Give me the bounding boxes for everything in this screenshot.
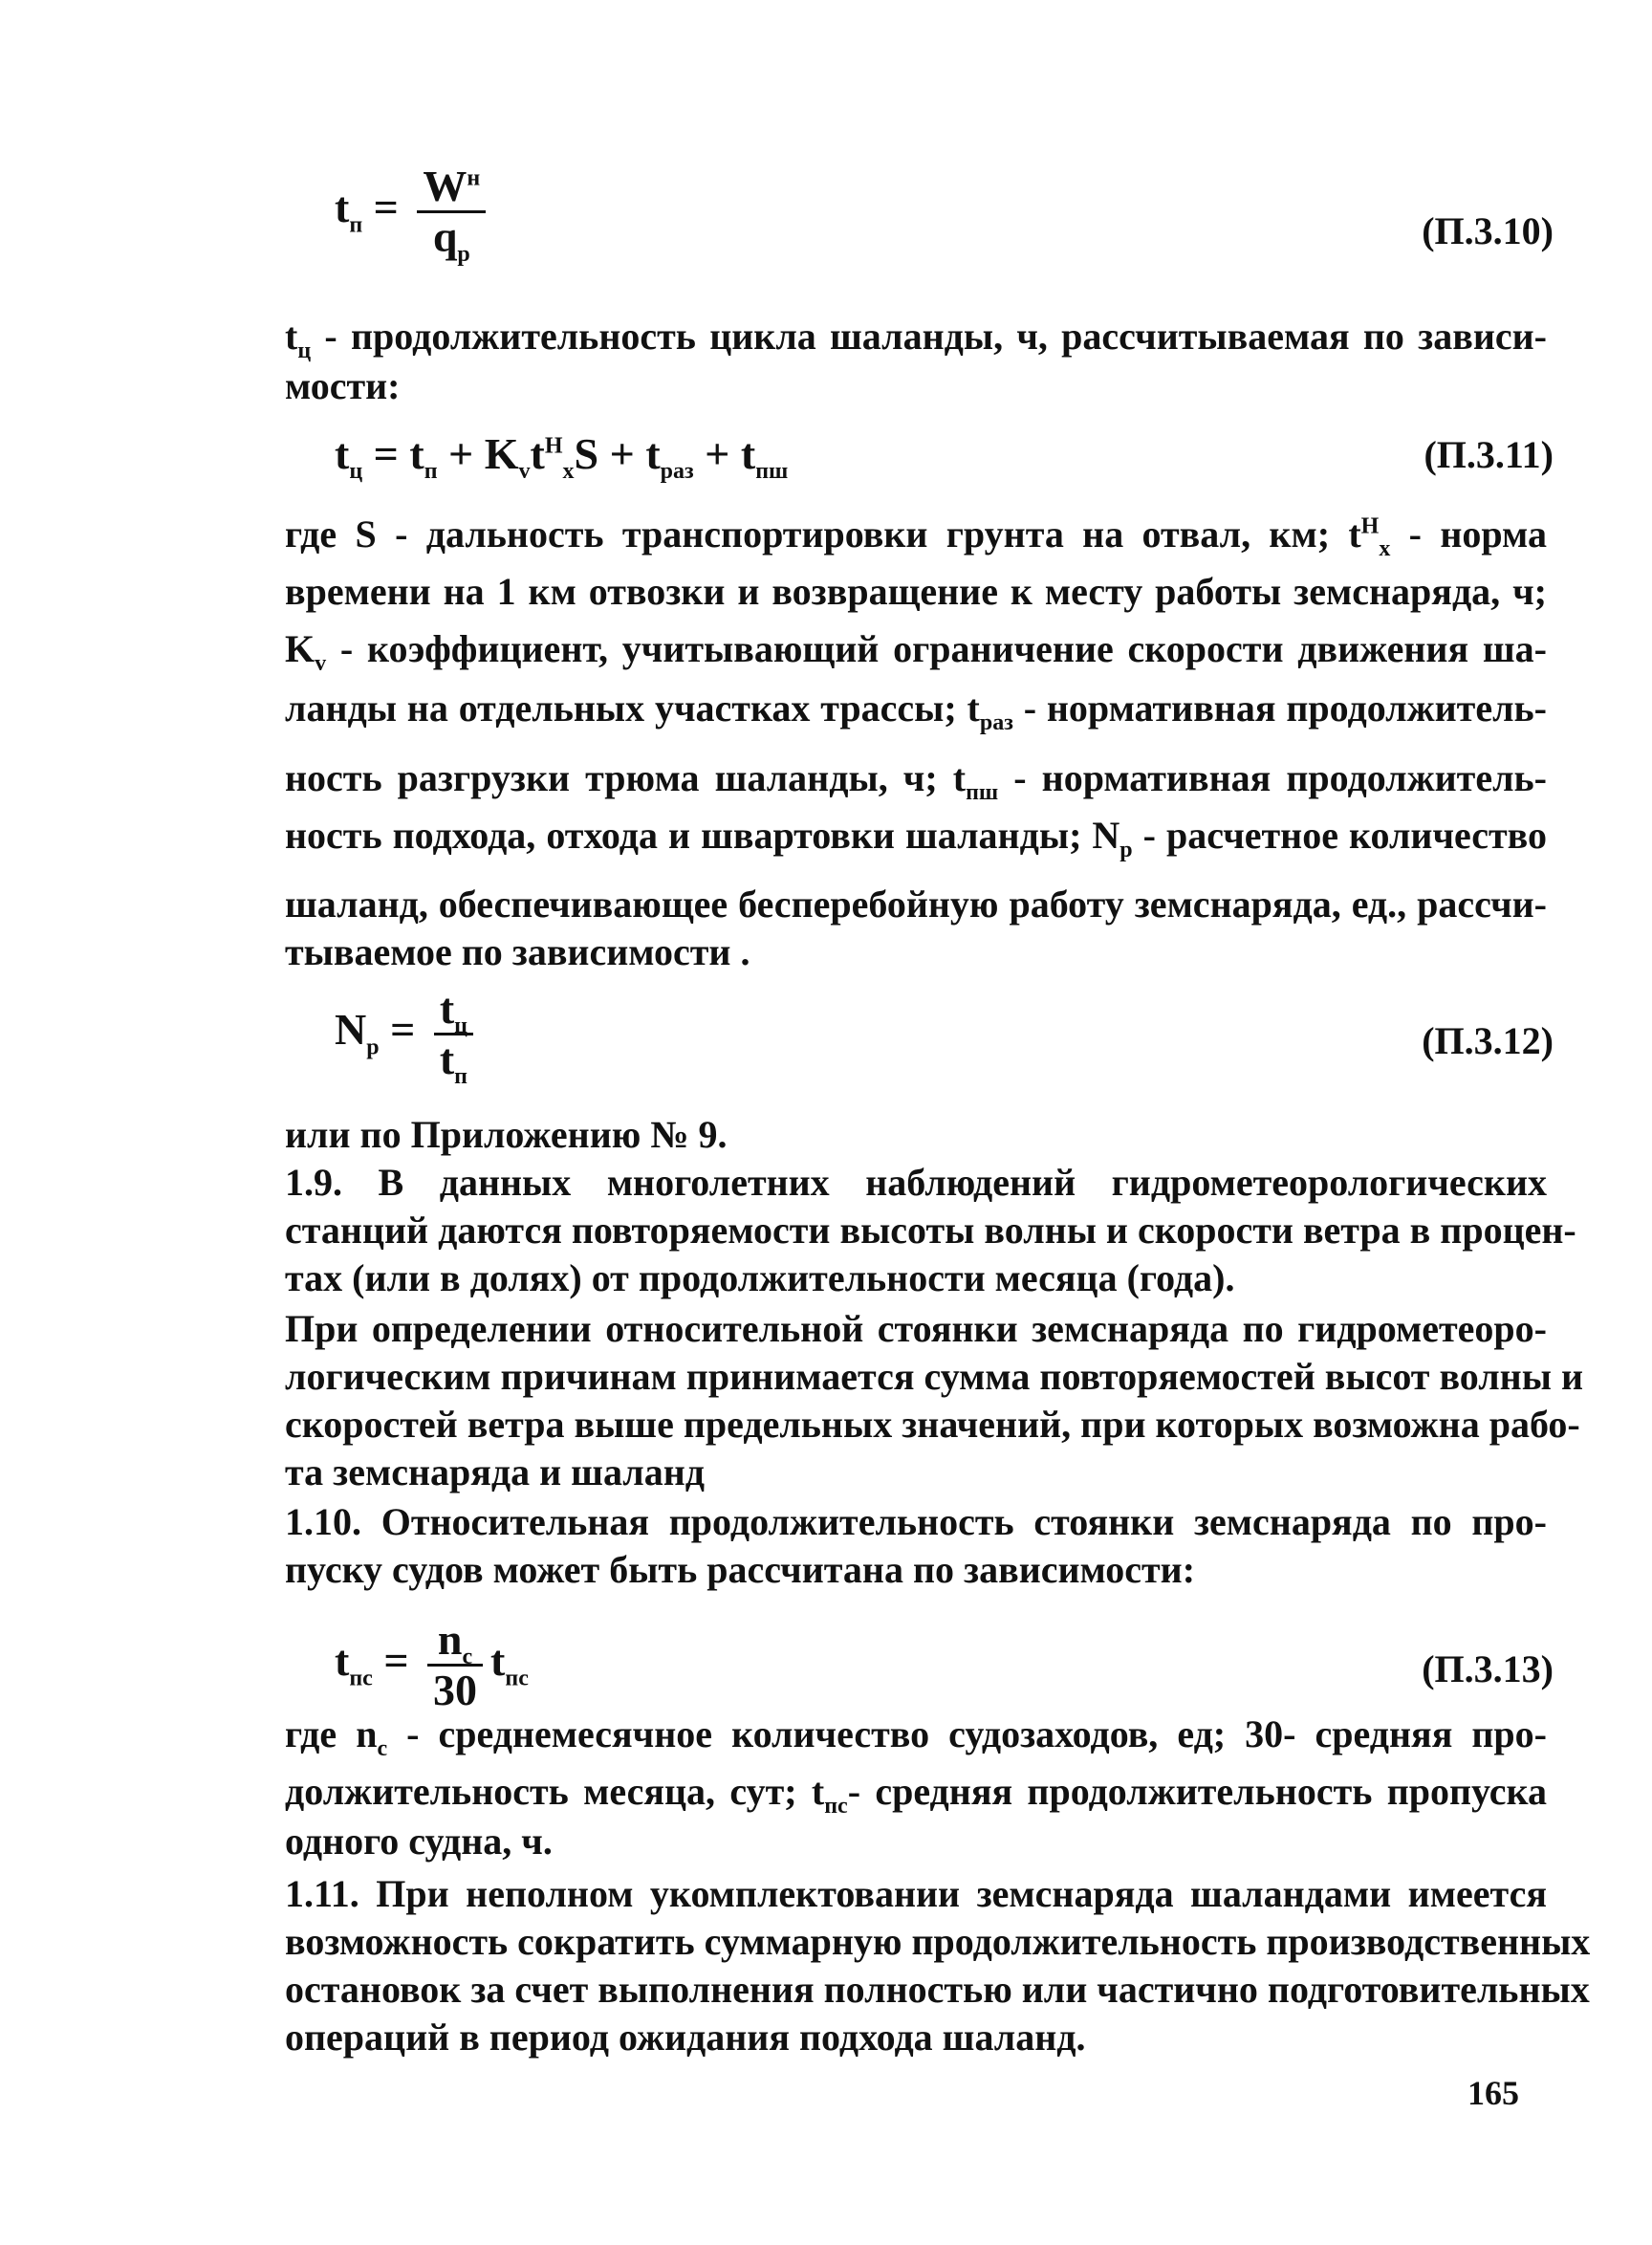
text-line: мости:: [285, 364, 401, 407]
text-line: пуску судов может быть рассчитана по зависимости:: [285, 1548, 1196, 1591]
text-line: 1.9. В данных многолетних наблюдений гидрометеорологических: [285, 1161, 1547, 1204]
text-line: станций даются повторяемости высоты волны и скорости ветра в процен-: [285, 1209, 1576, 1252]
text-line: тах (или в долях) от продолжительности месяца (года).: [285, 1256, 1235, 1299]
formula-p3-11: $t_ц = t_п + K_vt^Н_хS + t_{раз} + t_{пш}$: [335, 429, 789, 485]
text-line: шаланд, обеспечивающее бесперебойную работу земснаряда, ед., рассчи-: [285, 883, 1547, 926]
text-line: $t_ц$ - продолжительность цикла шаланды, ч, рассчитываемая по зависи-: [285, 315, 1547, 363]
text-line: должительность месяца, сут; $t_{пс}-$ средняя продолжительность пропуска: [285, 1770, 1547, 1819]
text-line: операций в период ожидания подхода шаланд.: [285, 2016, 1086, 2059]
text-line: 1.11. При неполном укомплектовании земснаряда шаландами имеется: [285, 1872, 1547, 1915]
text-line: одного судна, ч.: [285, 1820, 553, 1863]
text-line: где S - дальность транспортировки грунта на отвал, км; $t^Н_х$ - норма: [285, 512, 1547, 561]
text-line: логическим причинам принимается сумма повторяемостей высот волны и: [285, 1355, 1584, 1398]
page-number: 165: [1467, 2074, 1519, 2112]
text-line: времени на 1 км отвозки и возвращение к месту работы земснаряда, ч;: [285, 570, 1547, 613]
fraction: $\frac{t_ц}{t_п}$: [434, 985, 473, 1083]
text-line: $K_v$ - коэффициент, учитывающий ограничение скорости движения ша-: [285, 627, 1547, 676]
text-line: ность подхода, отхода и швартовки шаланды; $N_р$ - расчетное количество: [285, 814, 1547, 862]
text-line: где $n_с$ - среднемесячное количество судозаходов, ед; 30- средняя про-: [285, 1712, 1547, 1761]
text-line: При определении относительной стоянки земснаряда по гидрометеоро-: [285, 1307, 1547, 1350]
text-line: возможность сократить суммарную продолжительность производственных: [285, 1920, 1591, 1963]
text-line: ность разгрузки трюма шаланды, ч; $t_{пш}$ - нормативная продолжитель-: [285, 756, 1547, 805]
formula-p3-10: $t_п$ = $\frac{W^н}{q_р}$: [335, 163, 493, 261]
equation-number: (П.3.10): [1422, 209, 1554, 252]
fraction: $\frac{W^н}{q_р}$: [417, 163, 486, 261]
text-line: 1.10. Относительная продолжительность стоянки земснаряда по про-: [285, 1500, 1547, 1543]
equation-number: (П.3.13): [1422, 1647, 1554, 1690]
formula-p3-12: $N_р$ = $\frac{t_ц}{t_п}$: [335, 985, 481, 1083]
text-line: та земснаряда и шаланд: [285, 1450, 706, 1493]
equation-number: (П.3.11): [1424, 433, 1554, 476]
text-line: или по Приложению № 9.: [285, 1113, 728, 1156]
fraction: $\frac{n_с}{30}$: [427, 1616, 483, 1714]
text-line: остановок за счет выполнения полностью или частично подготовительных: [285, 1968, 1590, 2011]
text-line: тываемое по зависимости .: [285, 930, 750, 973]
equation-number: (П.3.12): [1422, 1019, 1554, 1062]
formula-p3-13: $t_{пс}$ = $\frac{n_с}{30}$ $t_{пс}$: [335, 1615, 529, 1714]
text-line: скоростей ветра выше предельных значений, при которых возможна рабо-: [285, 1403, 1580, 1446]
text-line: ланды на отдельных участках трассы; $t_{раз}$ - нормативная продолжитель-: [285, 687, 1547, 735]
